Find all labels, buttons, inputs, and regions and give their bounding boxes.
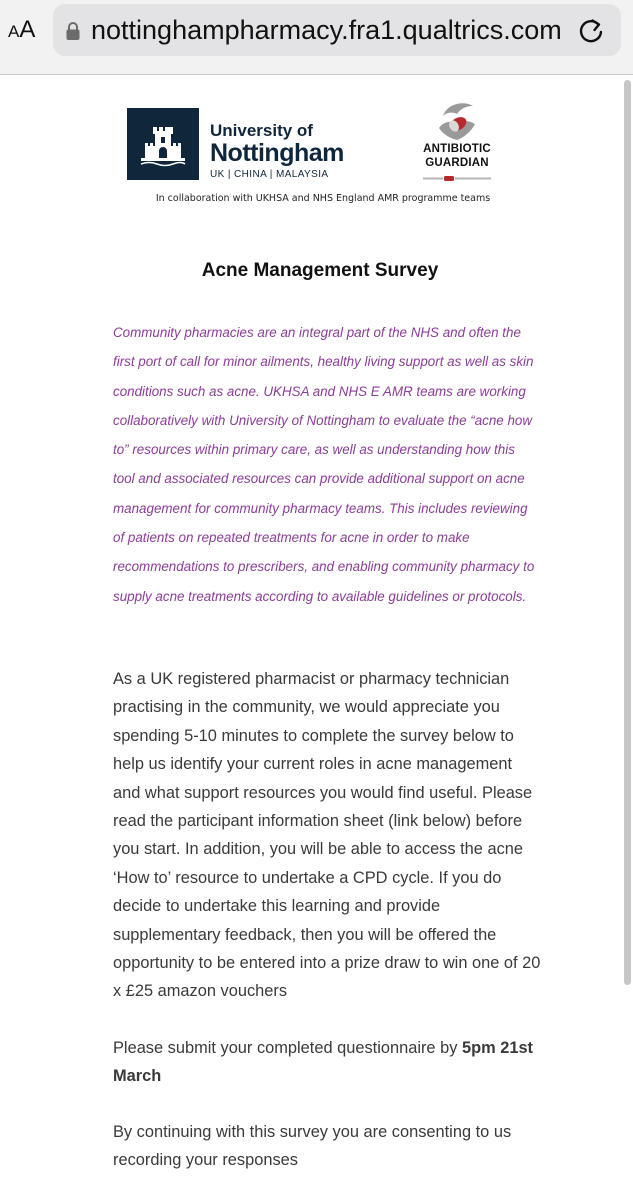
uon-wordmark bbox=[210, 122, 344, 184]
deadline-prefix: Please submit your completed questionnaire by bbox=[113, 1039, 462, 1057]
intro-text: Community pharmacies are an integral part of the NHS and often the first port of call for minor ailments, healthy living support as well as skin conditions such as acne. UKHSA and NHS E AMR teams are working collaboratively with University of Nottingham to evaluate the “acne how to” resources within primary care, as well as understanding how this tool and associated resources can provide additional support on acne management for community pharmacy teams. This includes reviewing of patients on repeated treatments for acne in order to make recommendations to prescribers, and enabling community pharmacy to supply acne treatments according to available guidelines or protocols. bbox=[113, 325, 535, 604]
logo-header bbox=[0, 76, 633, 226]
reload-icon[interactable] bbox=[575, 14, 607, 46]
uon-line1: University of bbox=[210, 121, 313, 140]
castle-icon bbox=[127, 108, 199, 180]
url-text: nottinghampharmacy.fra1.qualtrics.com bbox=[91, 15, 562, 45]
deadline-date: 5pm 21st March bbox=[113, 1039, 534, 1086]
uon-crest-logo bbox=[127, 108, 199, 180]
deadline-paragraph bbox=[113, 1034, 543, 1091]
ag-line2: GUARDIAN bbox=[425, 157, 489, 169]
invitation-paragraph: As a UK registered pharmacist or pharmacy technician practising in the community, we would appreciate you spending 5-10 minutes to complete the survey below to help us identify your current roles in acne management and what support resources you would find useful. Please read the participant information sheet (link below) before you start. In addition, you will be able to access the acne ‘How to’ resource to undertake a CPD cycle. If you do decide to undertake this learning and provide supplementary feedback, then you will be offered the opportunity to be entered into a prize draw to win one of 20 x £25 amazon vouchers bbox=[113, 670, 541, 1001]
browser-address-bar bbox=[0, 0, 633, 75]
ag-tagline-graphic bbox=[423, 176, 491, 181]
page-title: Acne Management Survey bbox=[201, 260, 439, 281]
antibiotic-guardian-emblem-icon bbox=[433, 98, 481, 144]
ag-line1: ANTIBIOTIC bbox=[423, 143, 491, 155]
collaboration-note: In collaboration with UKHSA and NHS England AMR programme teams bbox=[155, 193, 491, 204]
uon-line3: UK | CHINA | MALAYSIA bbox=[210, 169, 329, 180]
lock-icon bbox=[65, 21, 81, 41]
antibiotic-guardian-wordmark bbox=[416, 142, 498, 170]
url-field[interactable] bbox=[53, 4, 621, 56]
text-size-button[interactable]: AA bbox=[8, 16, 36, 43]
uon-line2: Nottingham bbox=[210, 139, 344, 167]
consent-paragraph: By continuing with this survey you are consenting to us recording your responses bbox=[113, 1123, 512, 1170]
